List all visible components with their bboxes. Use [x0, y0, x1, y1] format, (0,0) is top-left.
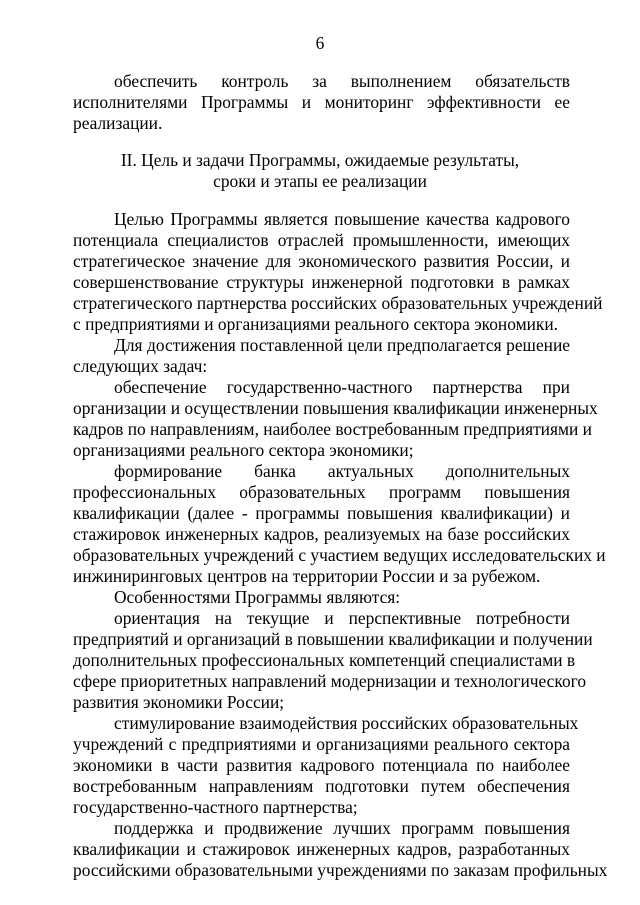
text-line: образовательных учреждений с участием ведущих исследовательских и: [73, 545, 606, 565]
page-number: 6: [315, 33, 325, 53]
text-line: экономики в части развития кадрового потенциала по наиболее: [73, 755, 570, 775]
text-line: государственно-частного партнерства;: [73, 797, 358, 817]
text-line: потенциала специалистов отраслей промышленности, имеющих: [73, 230, 570, 250]
text-line: обеспечить контроль за выполнением обязательств: [114, 71, 570, 91]
text-line: российскими образовательными учреждениями по заказам профильных: [73, 860, 608, 880]
text-line: обеспечение государственно-частного партнерства при: [114, 377, 570, 397]
text-line: следующих задач:: [73, 356, 208, 376]
text-line: кадров по направлениям, наиболее востребованным предприятиями и: [73, 419, 592, 439]
text-line: формирование банка актуальных дополнительных: [114, 461, 570, 481]
text-line: исполнителями Программы и мониторинг эффективности ее: [73, 92, 570, 112]
text-line: развития экономики России;: [73, 692, 285, 712]
text-line: квалификации (далее - программы повышения квалификации) и: [73, 503, 570, 523]
text-line: востребованным направлениям подготовки путем обеспечения: [73, 776, 570, 796]
text-line: профессиональных образовательных программ повышения: [73, 482, 570, 502]
text-line: инжиниринговых центров на территории России и за рубежом.: [73, 566, 541, 586]
text-line: учреждений с предприятиями и организациями реального сектора: [73, 734, 570, 754]
text-line: сфере приоритетных направлений модернизации и технологического: [73, 671, 587, 691]
text-line: поддержка и продвижение лучших программ повышения: [114, 818, 570, 838]
text-line: квалификации и стажировок инженерных кадров, разработанных: [73, 839, 570, 859]
text-line: организациями реального сектора экономики;: [73, 440, 414, 460]
text-line: стратегического партнерства российских образовательных учреждений: [73, 293, 603, 313]
text-line: организации и осуществлении повышения квалификации инженерных: [73, 398, 598, 418]
section-heading-line: сроки и этапы ее реализации: [213, 171, 427, 191]
text-line: стажировок инженерных кадров, реализуемых на базе российских: [73, 524, 570, 544]
text-line: стимулирование взаимодействия российских образовательных: [114, 713, 579, 733]
text-line: Для достижения поставленной цели предполагается решение: [114, 335, 570, 355]
text-line: ориентация на текущие и перспективные потребности: [114, 608, 570, 628]
section-heading-line: II. Цель и задачи Программы, ожидаемые результаты,: [120, 150, 520, 170]
text-line: дополнительных профессиональных компетенций специалистами в: [73, 650, 576, 670]
text-line: Особенностями Программы являются:: [114, 587, 401, 607]
text-line: Целью Программы является повышение качества кадрового: [114, 209, 570, 229]
text-line: стратегическое значение для экономического развития России, и: [73, 251, 570, 271]
text-line: предприятий и организаций в повышении квалификации и получении: [73, 629, 593, 649]
text-line: с предприятиями и организациями реального сектора экономики.: [73, 314, 559, 334]
text-line: совершенствование структуры инженерной подготовки в рамках: [73, 272, 570, 292]
text-line: реализации.: [73, 113, 163, 133]
